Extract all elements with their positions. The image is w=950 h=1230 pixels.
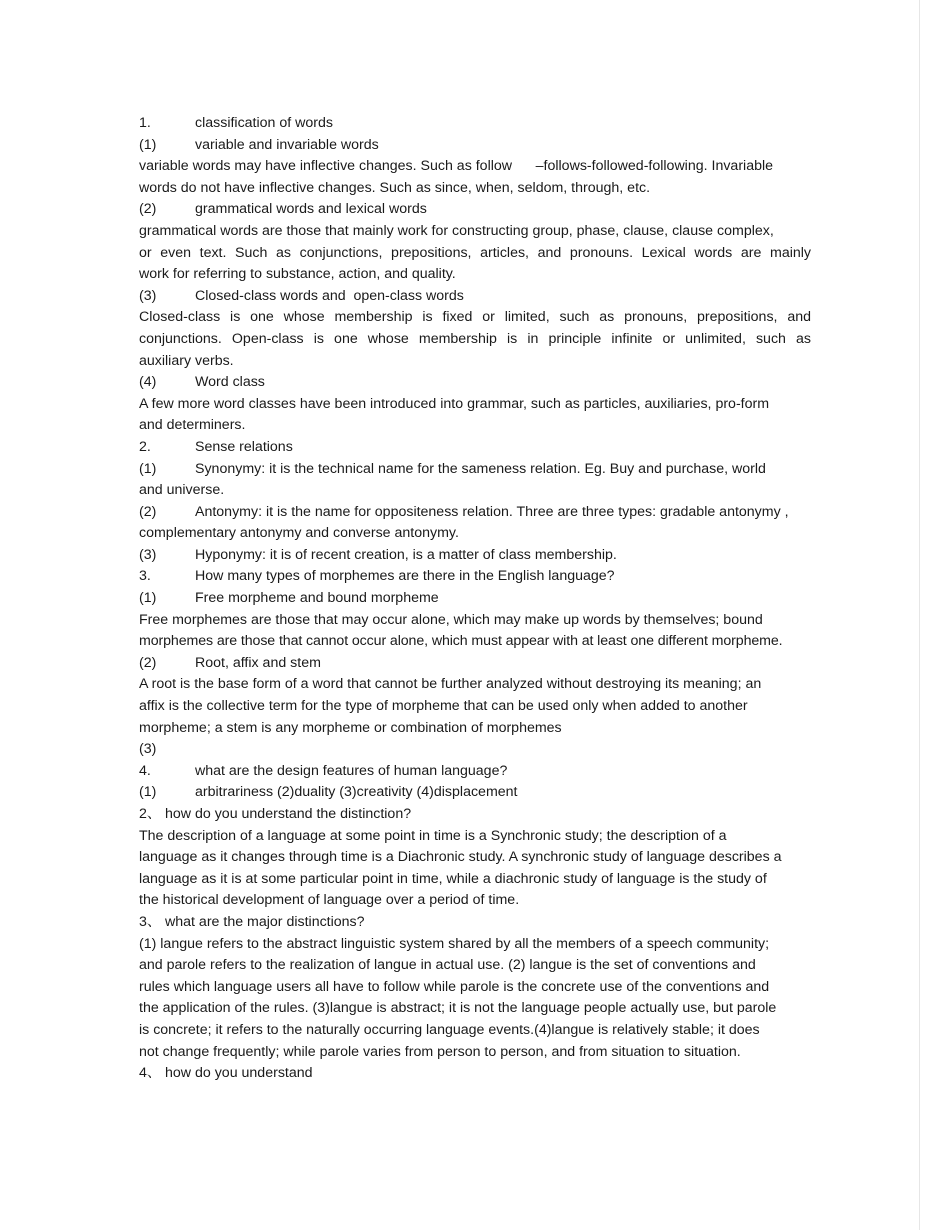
paragraph-line: language as it is at some particular point in time, while a diachronic study of language is the study of xyxy=(139,870,767,887)
paragraph-line: auxiliary verbs. xyxy=(139,352,234,369)
subheading-2-3 xyxy=(139,545,811,567)
paragraph-line: and universe. xyxy=(139,482,225,499)
question-heading: 3、 what are the major distinctions? xyxy=(139,913,365,930)
heading-2 xyxy=(139,437,811,459)
subheading-3-3 xyxy=(139,739,811,761)
paragraph-line: not change frequently; while parole varies from person to person, and from situation to situation. xyxy=(139,1043,741,1060)
item-number: 2. xyxy=(139,438,151,455)
paragraph-line: the application of the rules. (3)langue is abstract; it is not the language people actually use, but parole xyxy=(139,1000,777,1017)
question-heading: 2、 how do you understand the distinction? xyxy=(139,806,412,822)
item-text: classification of words xyxy=(195,115,333,131)
item-number: 3. xyxy=(139,568,151,585)
item-number: (3) xyxy=(139,741,157,758)
paragraph-line: variable words may have inflective changes. Such as follow –follows-followed-following. Invariable xyxy=(139,158,774,175)
paragraph-line: affix is the collective term for the type of morpheme that can be used only when added to another xyxy=(139,698,748,715)
paragraph-line: conjunctions. Open-class is one whose membership is in principle infinite or unlimited, such as xyxy=(139,330,811,347)
item-text: variable and invariable words xyxy=(195,136,379,153)
item-number: (3) xyxy=(139,287,157,304)
document-body xyxy=(139,113,811,1085)
item-number: (2) xyxy=(139,654,157,671)
paragraph-line: The description of a language at some point in time is a Synchronic study; the description of a xyxy=(139,827,727,844)
item-text: Antonymy: it is the name for oppositeness relation. Three are three types: gradable antonymy , xyxy=(195,503,789,520)
paragraph-line: is concrete; it refers to the naturally occurring language events.(4)langue is relatively stable; it does xyxy=(139,1021,760,1038)
item-text: what are the design features of human language? xyxy=(195,762,508,779)
paragraph-line: A few more word classes have been introduced into grammar, such as particles, auxiliaries, pro-form xyxy=(139,395,770,412)
subheading-2-2 xyxy=(139,502,811,524)
paragraph-line: language as it changes through time is a Diachronic study. A synchronic study of language describes a xyxy=(139,849,782,866)
heading-1 xyxy=(139,113,811,135)
item-text: arbitrariness (2)duality (3)creativity (4)displacement xyxy=(195,784,518,801)
subheading-2-1 xyxy=(139,459,811,481)
item-number: (2) xyxy=(139,201,157,218)
page-edge-divider xyxy=(919,0,920,1230)
item-number: 1. xyxy=(139,115,151,131)
subheading-3-1 xyxy=(139,588,811,610)
item-number: (1) xyxy=(139,590,157,607)
item-number: (1) xyxy=(139,136,157,153)
paragraph-line: morpheme; a stem is any morpheme or combination of morphemes xyxy=(139,719,562,736)
subheading-3-2 xyxy=(139,653,811,675)
subheading-1-2 xyxy=(139,199,811,221)
item-text: grammatical words and lexical words xyxy=(195,201,427,218)
paragraph-line: or even text. Such as conjunctions, prepositions, articles, and pronouns. Lexical words are mainly xyxy=(139,244,811,261)
subheading-1-4 xyxy=(139,372,811,394)
paragraph-line: words do not have inflective changes. Such as since, when, seldom, through, etc. xyxy=(139,179,651,196)
question-heading: 4、 how do you understand xyxy=(139,1065,313,1082)
paragraph-line: the historical development of language over a period of time. xyxy=(139,892,520,909)
paragraph-line: and parole refers to the realization of langue in actual use. (2) langue is the set of conventions and xyxy=(139,957,756,974)
paragraph-line: rules which language users all have to follow while parole is the concrete use of the conventions and xyxy=(139,978,770,995)
paragraph-line: (1) langue refers to the abstract linguistic system shared by all the members of a speech community; xyxy=(139,935,770,952)
subheading-1-1 xyxy=(139,135,811,157)
paragraph-line: grammatical words are those that mainly work for constructing group, phase, clause, clause complex, xyxy=(139,222,774,239)
item-text: Synonymy: it is the technical name for the sameness relation. Eg. Buy and purchase, world xyxy=(195,460,766,477)
heading-4 xyxy=(139,761,811,783)
paragraph-line: morphemes are those that cannot occur alone, which must appear with at least one different morpheme. xyxy=(139,633,783,650)
paragraph-line: A root is the base form of a word that cannot be further analyzed without destroying its meaning; an xyxy=(139,676,762,693)
paragraph-line: work for referring to substance, action, and quality. xyxy=(139,266,456,283)
heading-3 xyxy=(139,566,811,588)
subheading-4-1 xyxy=(139,782,811,804)
item-text: Free morpheme and bound morpheme xyxy=(195,590,439,607)
item-text: Closed-class words and open-class words xyxy=(195,287,464,304)
item-text: Hyponymy: it is of recent creation, is a matter of class membership. xyxy=(195,546,617,563)
paragraph-line: and determiners. xyxy=(139,417,246,434)
item-text: How many types of morphemes are there in the English language? xyxy=(195,568,615,585)
subheading-1-3 xyxy=(139,286,811,308)
item-number: (1) xyxy=(139,460,157,477)
item-text: Word class xyxy=(195,374,265,391)
paragraph-line: Free morphemes are those that may occur alone, which may make up words by themselves; bound xyxy=(139,611,763,628)
item-number: (3) xyxy=(139,546,157,563)
paragraph-line: complementary antonymy and converse antonymy. xyxy=(139,525,459,542)
item-text: Root, affix and stem xyxy=(195,654,321,671)
item-number: (1) xyxy=(139,784,157,801)
item-text: Sense relations xyxy=(195,438,293,455)
item-number: 4. xyxy=(139,762,151,779)
item-number: (4) xyxy=(139,374,157,391)
item-number: (2) xyxy=(139,503,157,520)
paragraph-line: Closed-class is one whose membership is fixed or limited, such as pronouns, prepositions, and xyxy=(139,309,811,326)
